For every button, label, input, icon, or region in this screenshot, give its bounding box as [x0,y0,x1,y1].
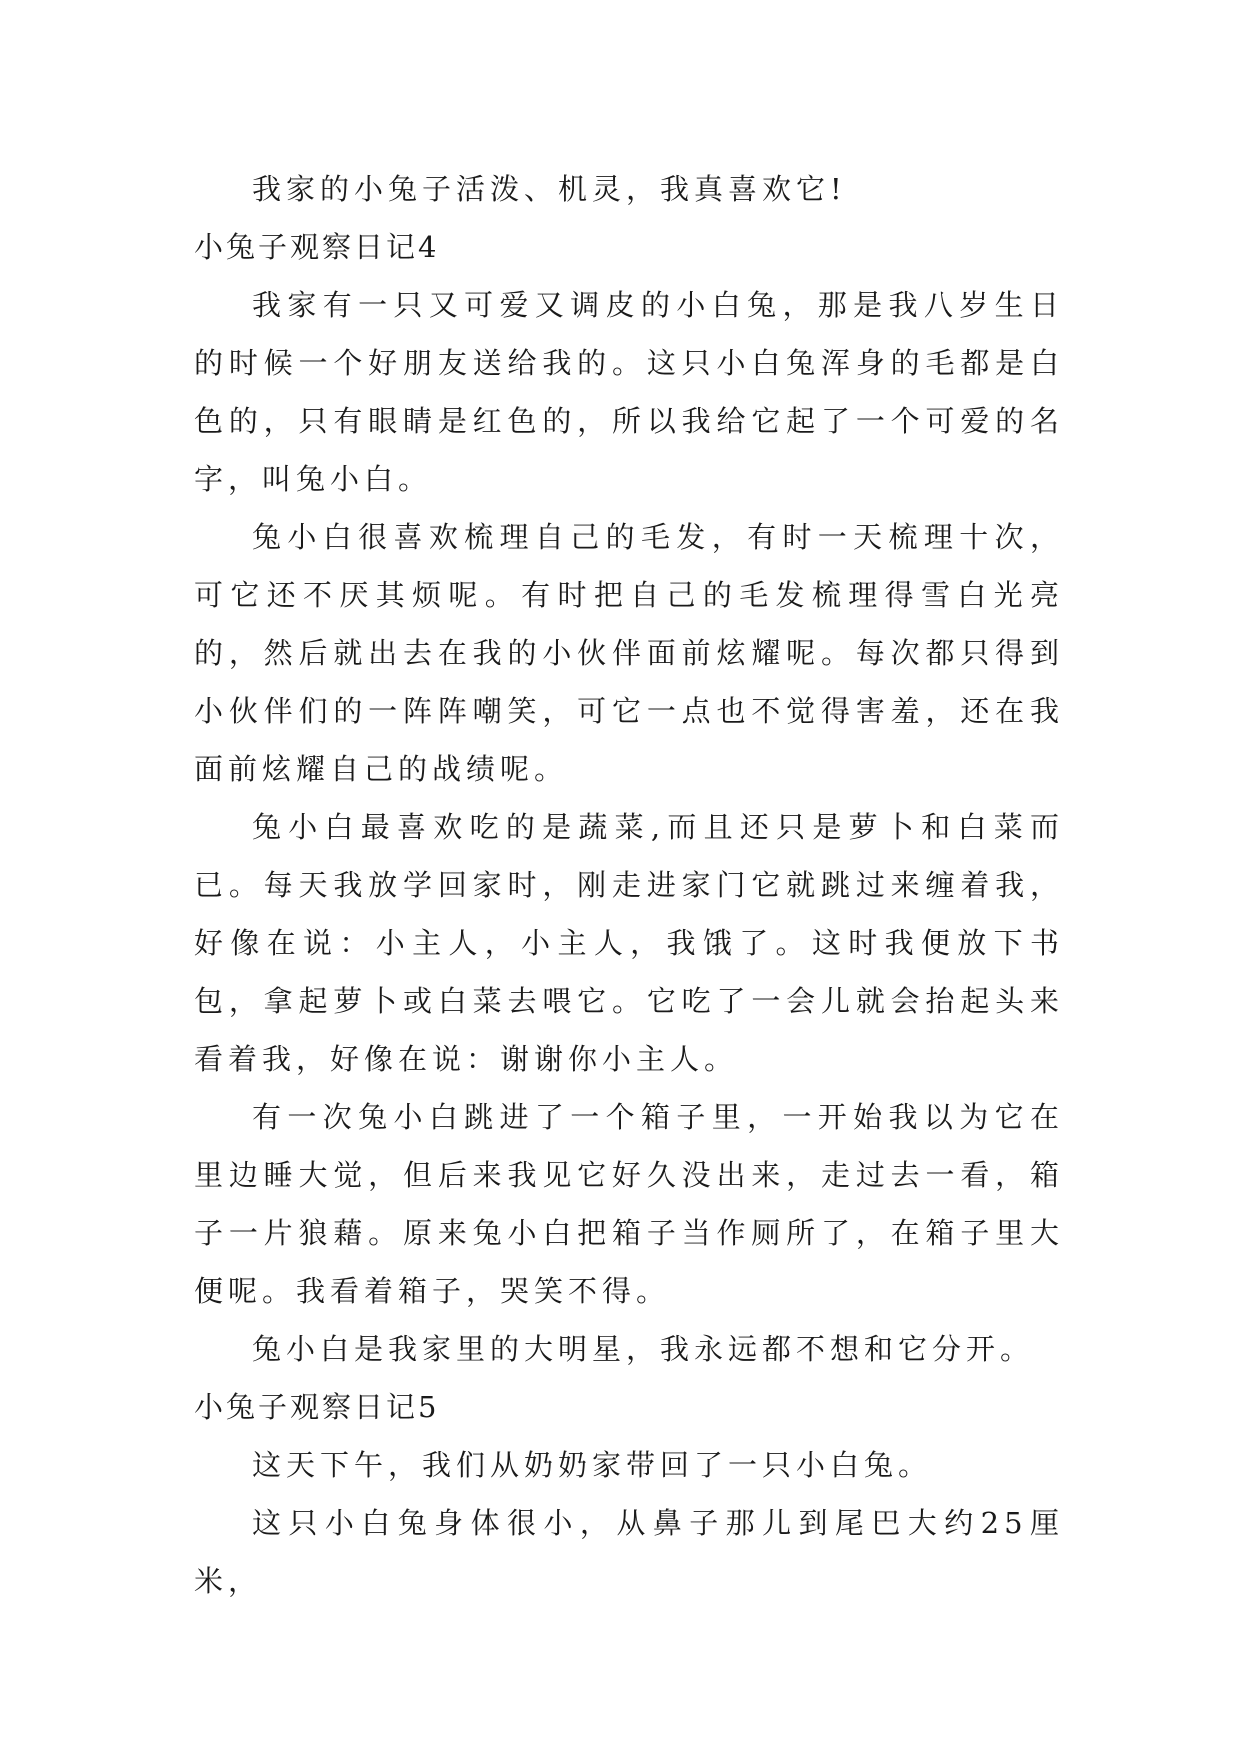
section-heading: 小兔子观察日记4 [194,230,440,264]
paragraph: 兔小白很喜欢梳理自己的毛发，有时一天梳理十次，可它还不厌其烦呢。有时把自己的毛发梳理得雪白光亮的，然后就出去在我的小伙伴面前炫耀呢。每次都只得到小伙伴们的一阵阵嘲笑，可它一点也不觉得害羞，还在我面前炫耀自己的战绩呢。 [194,520,1064,786]
paragraph: 我家有一只又可爱又调皮的小白兔，那是我八岁生日的时候一个好朋友送给我的。这只小白兔浑身的毛都是白色的，只有眼睛是红色的，所以我给它起了一个可爱的名字，叫兔小白。 [194,288,1064,496]
paragraph: 这只小白兔身体很小，从鼻子那儿到尾巴大约25厘米， [194,1506,1064,1598]
paragraph: 我家的小兔子活泼、机灵，我真喜欢它! [252,172,847,206]
document-body [194,160,1064,1610]
paragraph: 兔小白是我家里的大明星，我永远都不想和它分开。 [252,1332,1035,1366]
paragraph: 有一次兔小白跳进了一个箱子里，一开始我以为它在里边睡大觉，但后来我见它好久没出来，走过去一看，箱子一片狼藉。原来兔小白把箱子当作厕所了，在箱子里大便呢。我看着箱子，哭笑不得。 [194,1100,1064,1308]
paragraph: 兔小白最喜欢吃的是蔬菜,而且还只是萝卜和白菜而已。每天我放学回家时，刚走进家门它就跳过来缠着我，好像在说：小主人，小主人，我饿了。这时我便放下书包，拿起萝卜或白菜去喂它。它吃了一会儿就会抬起头来看着我，好像在说：谢谢你小主人。 [194,810,1064,1076]
paragraph: 这天下午，我们从奶奶家带回了一只小白兔。 [252,1448,933,1482]
section-heading: 小兔子观察日记5 [194,1390,440,1424]
